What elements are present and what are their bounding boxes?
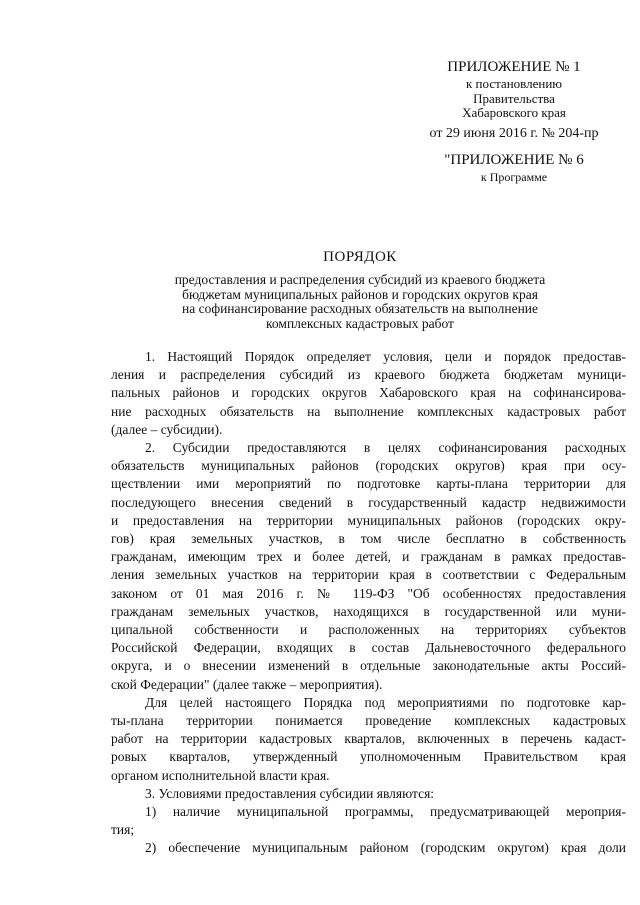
appendix-1-line: Хабаровского края [462, 105, 566, 120]
body-line: последующего внесения сведений в государственный кадастр недвижимости [111, 494, 626, 510]
body-line: пальных районов и городских округов Хабаровского края на софинансирова- [111, 385, 626, 401]
appendix-1-line: Правительства [473, 90, 555, 106]
body-line: 3. Условиями предоставления субсидии являются: [145, 785, 435, 801]
body-line: 2. Субсидии предоставляются в целях софинансирования расходных [145, 440, 626, 456]
body-line: ществлении ими мероприятий по подготовке карты-плана территории для [111, 476, 626, 492]
body-line: работ на территории кадастровых кварталов, включенных в перечень кадаст- [111, 731, 626, 747]
body-line: гражданам, имеющим трех и более детей, и гражданам в рамках предостав- [111, 549, 626, 565]
body-line: 2) обеспечение муниципальным районом (городским округом) края доли [145, 840, 626, 856]
body-line: гражданам земельных участков, находящихся в государственной или муни- [111, 603, 626, 619]
body-line: ской Федерации" (далее также – мероприятия). [111, 676, 383, 692]
body-line: законом от 01 мая 2016 г. № 119-ФЗ "Об особенностях предоставления [111, 585, 626, 601]
appendix-1-title: ПРИЛОЖЕНИЕ № 1 [447, 59, 581, 75]
body-line: округа, и о внесении изменений в отдельные законодательные акты Россий- [111, 658, 626, 674]
body-line: и предоставления на территории муниципальных районов (городских окру- [111, 512, 626, 528]
subtitle-line: комплексных кадастровых работ [266, 315, 454, 331]
body-line: органом исполнительной власти края. [111, 767, 330, 783]
subtitle-line: бюджетам муниципальных районов и городских округов края [182, 286, 538, 302]
body-line: ровых кварталов, утвержденный уполномоченным Правительством края [111, 749, 626, 765]
body-line: Российской Федерации, входящих в состав Дальневосточного федерального [111, 640, 626, 656]
body-line: (далее – субсидии). [111, 421, 223, 437]
body-line: ты-плана территории понимается проведение комплексных кадастровых [111, 713, 626, 729]
subtitle-line: на софинансирование расходных обязательств на выполнение [181, 301, 539, 316]
body-line: 1) наличие муниципальной программы, предусматривающей мероприя- [145, 804, 626, 820]
appendix-1-line: к постановлению [465, 76, 563, 91]
subtitle-line: предоставления и распределения субсидий из краевого бюджета [174, 272, 546, 287]
appendix-6-title: "ПРИЛОЖЕНИЕ № 6 [444, 152, 584, 168]
document-body [111, 348, 626, 858]
body-line: ления земельных участков на территории края в соответствии с Федеральным [111, 567, 626, 583]
document-title: ПОРЯДОК [323, 249, 397, 265]
body-line: ления и распределения субсидий из краевого бюджета бюджетам муници- [111, 367, 626, 383]
body-line: тия; [111, 822, 135, 838]
appendix-6-header [400, 151, 628, 184]
appendix-1-header [400, 58, 628, 143]
appendix-1-date: от 29 июня 2016 г. № 204-пр [429, 125, 599, 141]
body-line: гов) края земельных участков, в том числе бесплатно в собственность [111, 531, 626, 547]
body-line: Для целей настоящего Порядка под мероприятиями по подготовке кар- [145, 694, 626, 710]
document-subtitle [100, 273, 620, 331]
body-line: ципальной собственности и расположенных на территориях субъектов [111, 622, 626, 638]
body-line: ние расходных обязательств на выполнение комплексных кадастровых работ [111, 403, 626, 419]
appendix-6-subtitle: к Программе [480, 170, 548, 184]
body-line: 1. Настоящий Порядок определяет условия, цели и порядок предостав- [145, 349, 626, 364]
body-line: обязательств муниципальных районов (городских округов) края при осу- [111, 458, 626, 474]
